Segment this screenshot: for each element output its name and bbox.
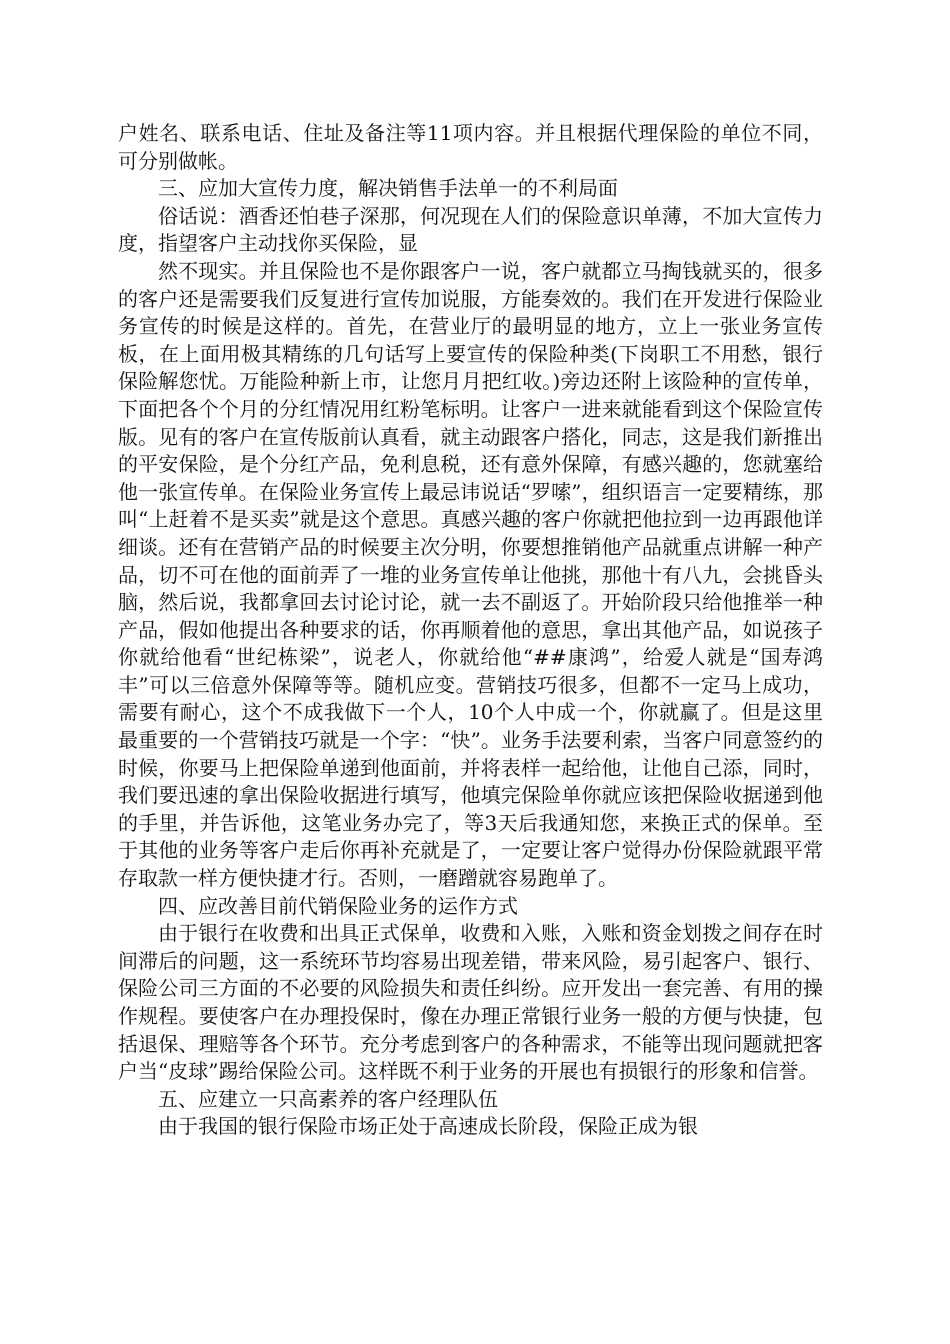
paragraph-saying: 俗话说：酒香还怕巷子深那，何况现在人们的保险意识单薄，不加大宣传力度，指望客户主动找你买保险，显: [118, 203, 823, 256]
paragraph-operation: 由于银行在收费和出具正式保单，收费和入账，入账和资金划拨之间存在时间滞后的问题，这一系统环节均容易出现差错，带来风险，易引起客户、银行、保险公司三方面的不必要的风险损失和责任纠纷。应开发出一套完善、有用的操作规程。要使客户在办理投保时，像在办理正常银行业务一般的方便与快捷，包括退保、理赔等各个环节。充分考虑到客户的各种需求，不能等出现问题就把客户当“皮球”踢给保险公司。这样既不利于业务的开展也有损银行的形象和信誉。: [118, 921, 823, 1084]
section-heading-4: 四、应改善目前代销保险业务的运作方式: [158, 893, 518, 918]
paragraph-promotion-details: 然不现实。并且保险也不是你跟客户一说，客户就都立马掏钱就买的，很多的客户还是需要我们反复进行宣传加说服，方能奏效的。我们在开发进行保险业务宣传的时候是这样的。首先，在营业厅的最明显的地方，立上一张业务宣传板，在上面用极其精练的几句话写上要宣传的保险种类(下岗职工不用愁，银行保险解您忧。万能险种新上市，让您月月把红收。)旁边还附上该险种的宣传单，下面把各个个月的分红情况用红粉笔标明。让客户一进来就能看到这个保险宣传版。见有的客户在宣传版前认真看，就主动跟客户搭化，同志，这是我们新推出的平安保险，是个分红产品，免利息税，还有意外保障，有感兴趣的，您就塞给他一张宣传单。在保险业务宣传上最忌讳说话“罗嗦”，组织语言一定要精练，那叫“上赶着不是买卖”就是这个意思。真感兴趣的客户你就把他拉到一边再跟他详细谈。还有在营销产品的时候要主次分明，你要想推销他产品就重点讲解一种产品，切不可在他的面前弄了一堆的业务宣传单让他挑，那他十有八九，会挑昏头脑，然后说，我都拿回去讨论讨论，就一去不副返了。开始阶段只给他推举一种产品，假如他提出各种要求的话，你再顺着他的意思，拿出其他产品，如说孩子你就给他看“世纪栋梁”，说老人，你就给他“##康鸿”，给爱人就是“国寿鸿丰”可以三倍意外保障等等。随机应变。营销技巧很多，但都不一定马上成功，需要有耐心，这个不成我做下一个人，10个人中成一个，你就赢了。但是这里最重要的一个营销技巧就是一个字：“快”。业务手法要利索，当客户同意签约的时候，你要马上把保险单递到他面前，并将表样一起给他，让他自己添，同时，我们要迅速的拿出保险收据进行填写，他填完保险单你就应该把保险收据递到他的手里，并告诉他，这笔业务办完了，等3天后我通知您，来换正式的保单。至于其他的业务等客户走后你再补充就是了，一定要让客户觉得办份保险就跟平常存取款一样方便快捷才行。否则，一磨蹭就容易跑单了。: [118, 258, 823, 891]
paragraph-continuation: 户姓名、联系电话、住址及备注等11项内容。并且根据代理保险的单位不同，可分别做帐。: [118, 121, 823, 173]
section-heading-5: 五、应建立一只高素养的客户经理队伍: [158, 1086, 498, 1111]
document-body: [118, 120, 823, 1141]
section-heading-3: 三、应加大宣传力度，解决销售手法单一的不利局面: [158, 176, 618, 201]
paragraph-team: 由于我国的银行保险市场正处于高速成长阶段，保险正成为银: [158, 1114, 698, 1139]
